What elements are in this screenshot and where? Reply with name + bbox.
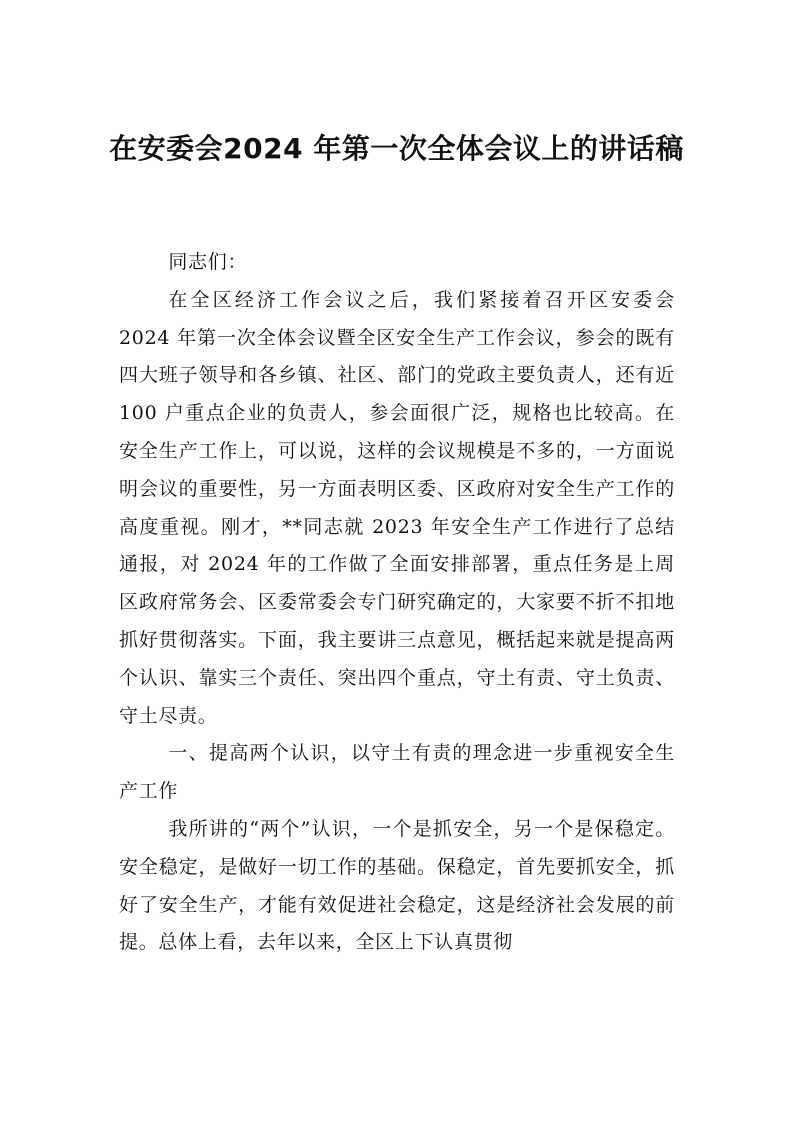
body-paragraph-intro: 在全区经济工作会议之后，我们紧接着召开区安委会 2024 年第一次全体会议暨全区安全生产工作会议，参会的既有四大班子领导和各乡镇、社区、部门的党政主要负责人，还有近 100 户重点企业的负责人，参会面很广泛，规格也比较高。在安全生产工作上，可以说，这样的会议规模是不多的，一方面说明会议的重要性，另一方面表明区委、区政府对安全生产工作的高度重视。刚才，**同志就 2023 年安全生产工作进行了总结通报，对 2024 年的工作做了全面安排部署，重点任务是上周区政府常务会、区委常委会专门研究确定的，大家要不折不扣地抓好贯彻落实。下面，我主要讲三点意见，概括起来就是提高两个认识、靠实三个责任、突出四个重点，守土有责、守土负责、守土尽责。 [119, 288, 675, 727]
document-body [119, 244, 675, 962]
section-heading-1: 一、提高两个认识，以守土有责的理念进一步重视安全生产工作 [119, 742, 675, 803]
salutation: 同志们： [168, 251, 248, 273]
document-title: 在安委会2024 年第一次全体会议上的讲话稿 [109, 132, 684, 165]
body-paragraph-section-1: 我所讲的“两个”认识，一个是抓安全，另一个是保稳定。安全稳定，是做好一切工作的基础。保稳定，首先要抓安全，抓好了安全生产，才能有效促进社会稳定，这是经济社会发展的前提。总体上看，去年以来，全区上下认真贯彻 [119, 817, 675, 954]
